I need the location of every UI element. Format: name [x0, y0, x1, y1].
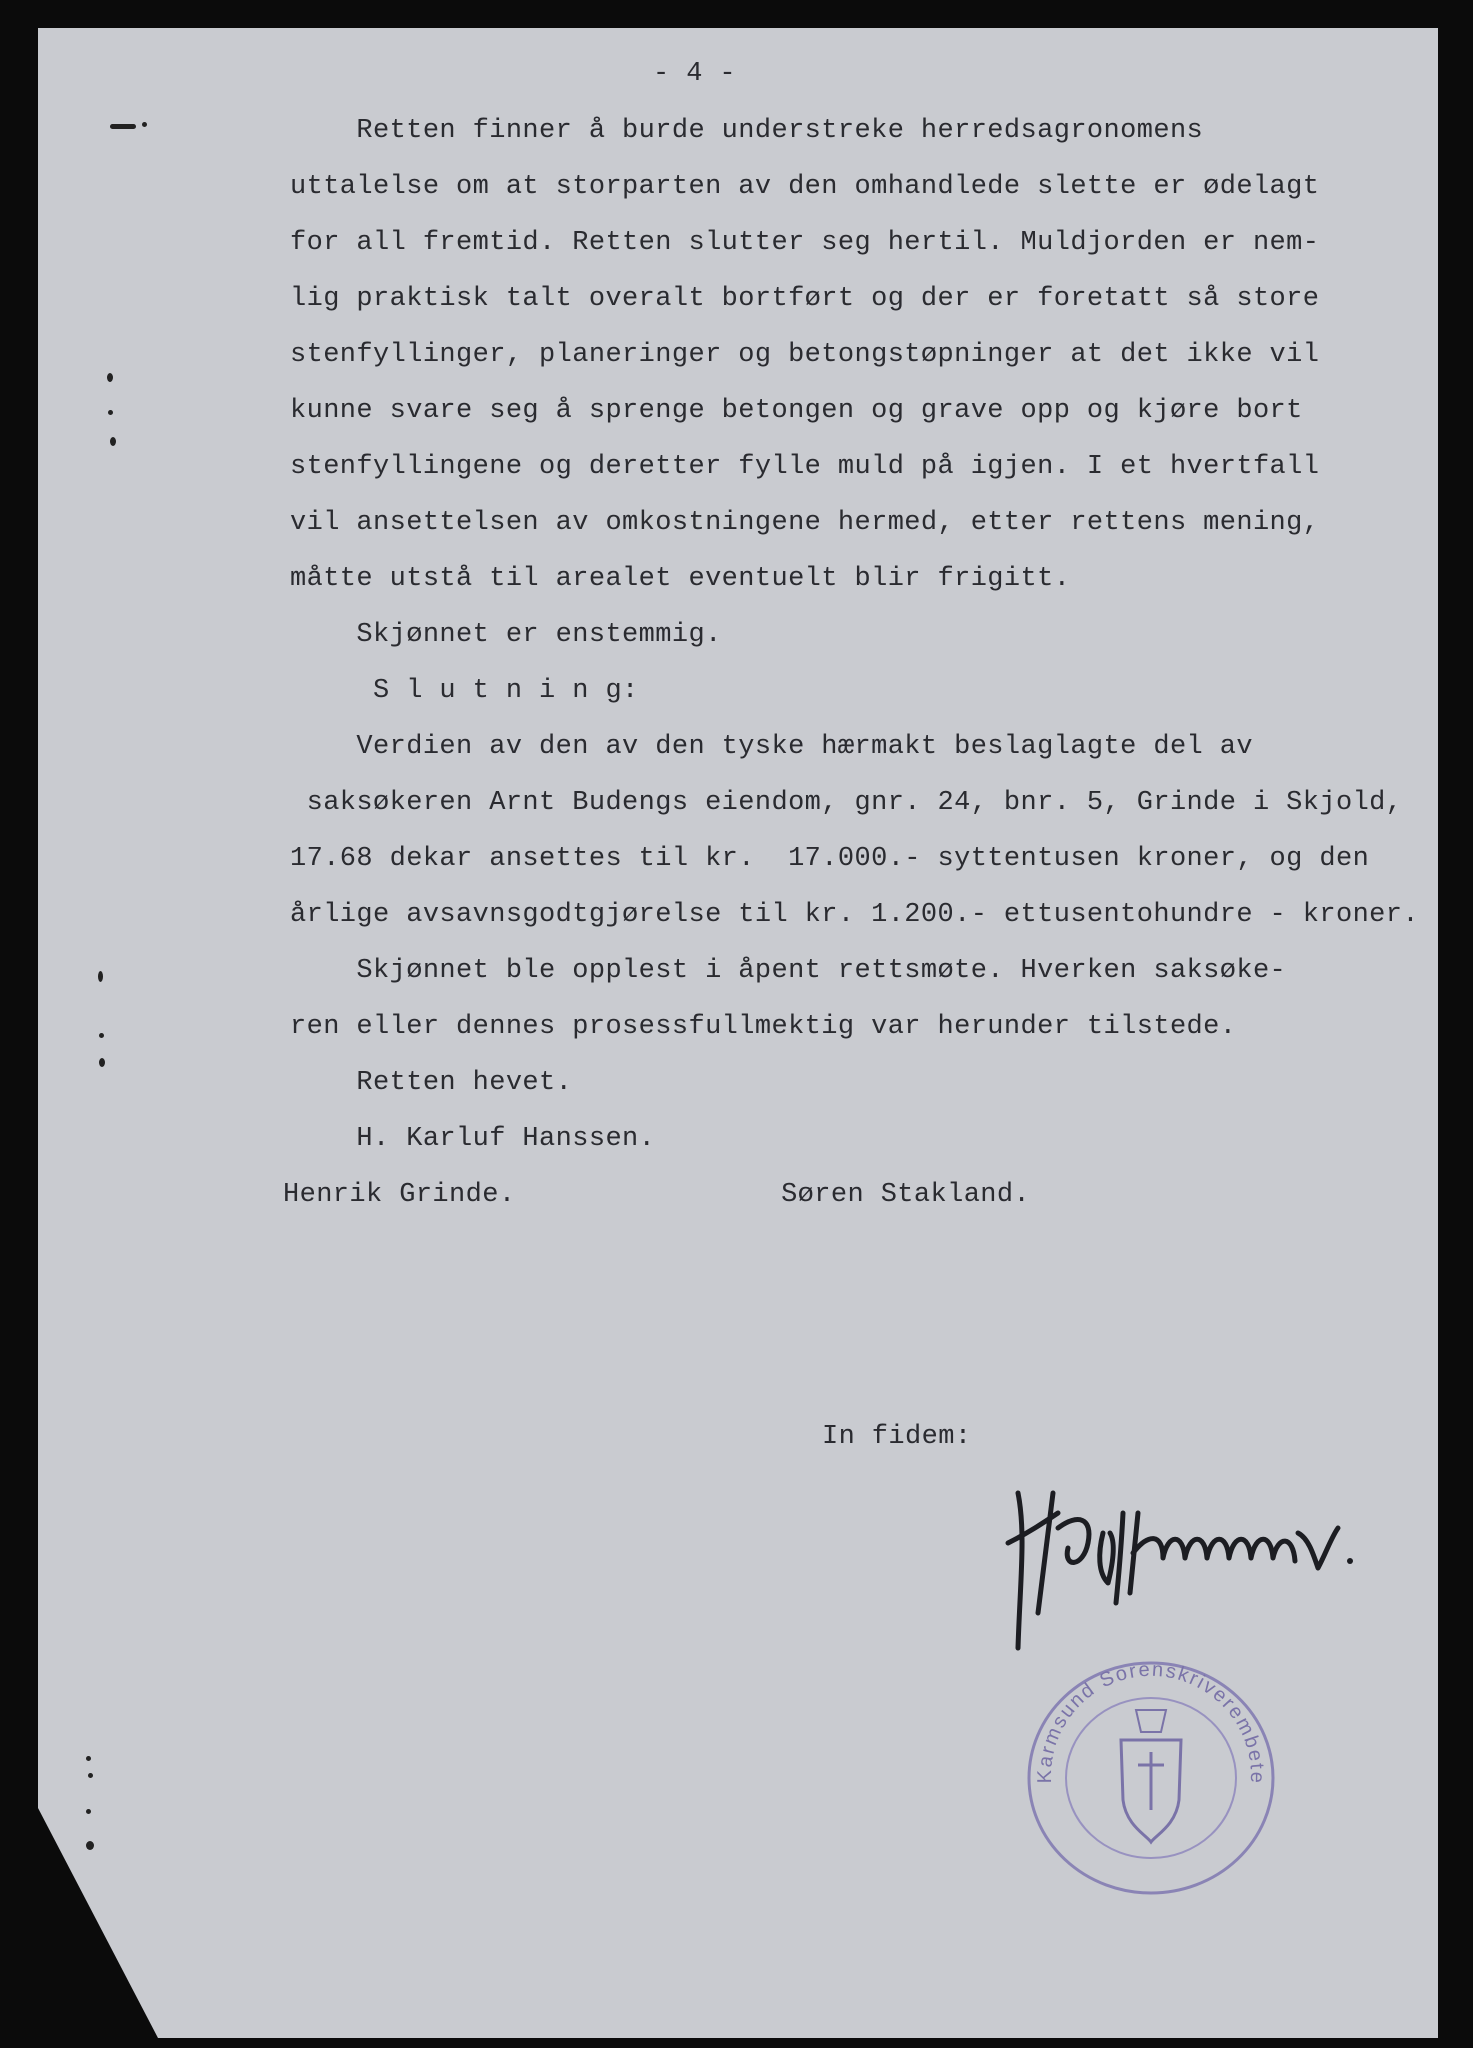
section-heading: S l u t n i n g: — [290, 676, 639, 706]
document-page — [38, 28, 1438, 2038]
punch-mark — [99, 1033, 104, 1038]
handwritten-signature — [998, 1473, 1378, 1663]
text-line-7: stenfyllingene og deretter fylle muld på igjen. I et hvertfall — [290, 452, 1320, 482]
text-line-18: Retten hevet. — [290, 1068, 573, 1098]
text-line-5: stenfyllinger, planeringer og betongstøpninger at det ikke vil — [290, 340, 1320, 370]
text-line-16: Skjønnet ble opplest i åpent rettsmøte. Hverken saksøke- — [290, 956, 1287, 986]
text-line-13: saksøkeren Arnt Budengs eiendom, gnr. 24, bnr. 5, Grinde i Skjold, — [290, 788, 1403, 818]
punch-mark — [86, 1756, 91, 1761]
stamp-text: Karmsund Sorenskriverembete — [1033, 1658, 1269, 1786]
in-fidem-label: In fidem: — [822, 1422, 972, 1452]
text-line-10: Skjønnet er enstemmig. — [290, 620, 722, 650]
punch-mark — [99, 1058, 105, 1067]
official-stamp — [1016, 1650, 1286, 1905]
punch-mark — [110, 437, 116, 446]
signature-line-members: Henrik Grinde. Søren Stakland. — [283, 1180, 1031, 1210]
text-line-6: kunne svare seg å sprenge betongen og grave opp og kjøre bort — [290, 396, 1303, 426]
punch-mark — [88, 1773, 93, 1778]
text-line-15: årlige avsavnsgodtgjørelse til kr. 1.200.- ettusentohundre - kroner. — [290, 900, 1419, 930]
text-line-4: lig praktisk talt overalt bortført og der er foretatt så store — [290, 284, 1320, 314]
text-line-17: ren eller dennes prosessfullmektig var herunder tilstede. — [290, 1012, 1237, 1042]
signature-line-judge: H. Karluf Hanssen. — [290, 1124, 656, 1154]
text-line-3: for all fremtid. Retten slutter seg hertil. Muldjorden er nem- — [290, 228, 1320, 258]
text-line-9: måtte utstå til arealet eventuelt blir frigitt. — [290, 564, 1071, 594]
punch-mark — [98, 971, 103, 982]
punch-mark — [107, 373, 113, 382]
text-line-1: Retten finner å burde understreke herredsagronomens — [290, 116, 1204, 146]
text-line-2: uttalelse om at storparten av den omhandlede slette er ødelagt — [290, 172, 1320, 202]
punch-mark — [108, 410, 113, 415]
punch-mark — [142, 122, 147, 127]
text-line-12: Verdien av den av den tyske hærmakt beslaglagte del av — [290, 732, 1253, 762]
folded-corner — [38, 1808, 158, 2038]
text-line-14: 17.68 dekar ansettes til kr. 17.000.- syttentusen kroner, og den — [290, 844, 1370, 874]
text-line-8: vil ansettelsen av omkostningene hermed, etter rettens mening, — [290, 508, 1320, 538]
page-number: - 4 - — [653, 59, 737, 89]
punch-mark — [110, 124, 136, 129]
